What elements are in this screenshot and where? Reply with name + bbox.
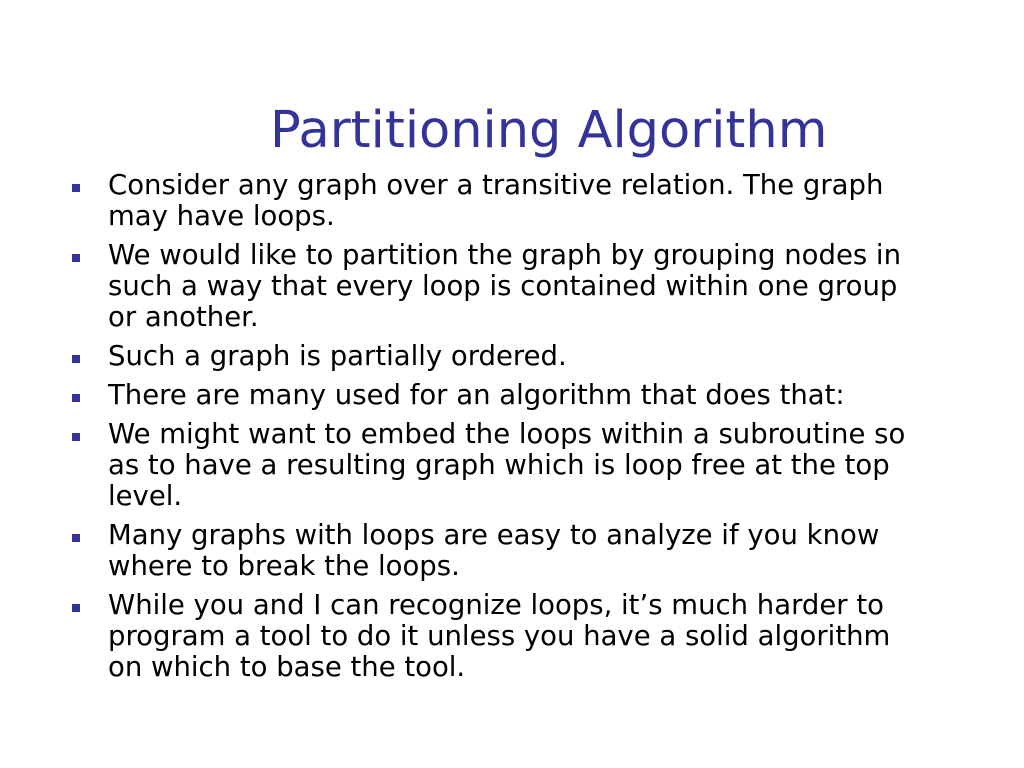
bullet-item: [0, 240, 988, 333]
square-bullet-icon: [72, 604, 80, 612]
bullet-text: Many graphs with loops are easy to analyze if you know where to break the loops.: [108, 519, 880, 582]
square-bullet-icon: [72, 254, 80, 262]
bullet-item: [0, 520, 988, 582]
slide-title: Partitioning Algorithm: [270, 101, 828, 160]
bullet-item: [0, 341, 988, 372]
square-bullet-icon: [72, 394, 80, 402]
bullet-text: Consider any graph over a transitive relation. The graph may have loops.: [108, 169, 884, 232]
bullet-item: [0, 170, 988, 232]
square-bullet-icon: [72, 433, 80, 441]
square-bullet-icon: [72, 355, 80, 363]
bullet-item: [0, 419, 988, 512]
bullet-item: [0, 590, 988, 683]
square-bullet-icon: [72, 534, 80, 542]
bullet-text: There are many used for an algorithm that does that:: [108, 379, 845, 411]
bullet-list: [0, 170, 1024, 691]
bullet-text: We would like to partition the graph by grouping nodes in such a way that every loop is contained within one group or another.: [108, 239, 902, 333]
bullet-text: Such a graph is partially ordered.: [108, 340, 567, 372]
square-bullet-icon: [72, 184, 80, 192]
bullet-text: While you and I can recognize loops, it’s much harder to program a tool to do it unless you have a solid algorithm on which to base the tool.: [108, 589, 891, 683]
bullet-item: [0, 380, 988, 411]
bullet-text: We might want to embed the loops within a subroutine so as to have a resulting graph which is loop free at the top level.: [108, 418, 906, 512]
